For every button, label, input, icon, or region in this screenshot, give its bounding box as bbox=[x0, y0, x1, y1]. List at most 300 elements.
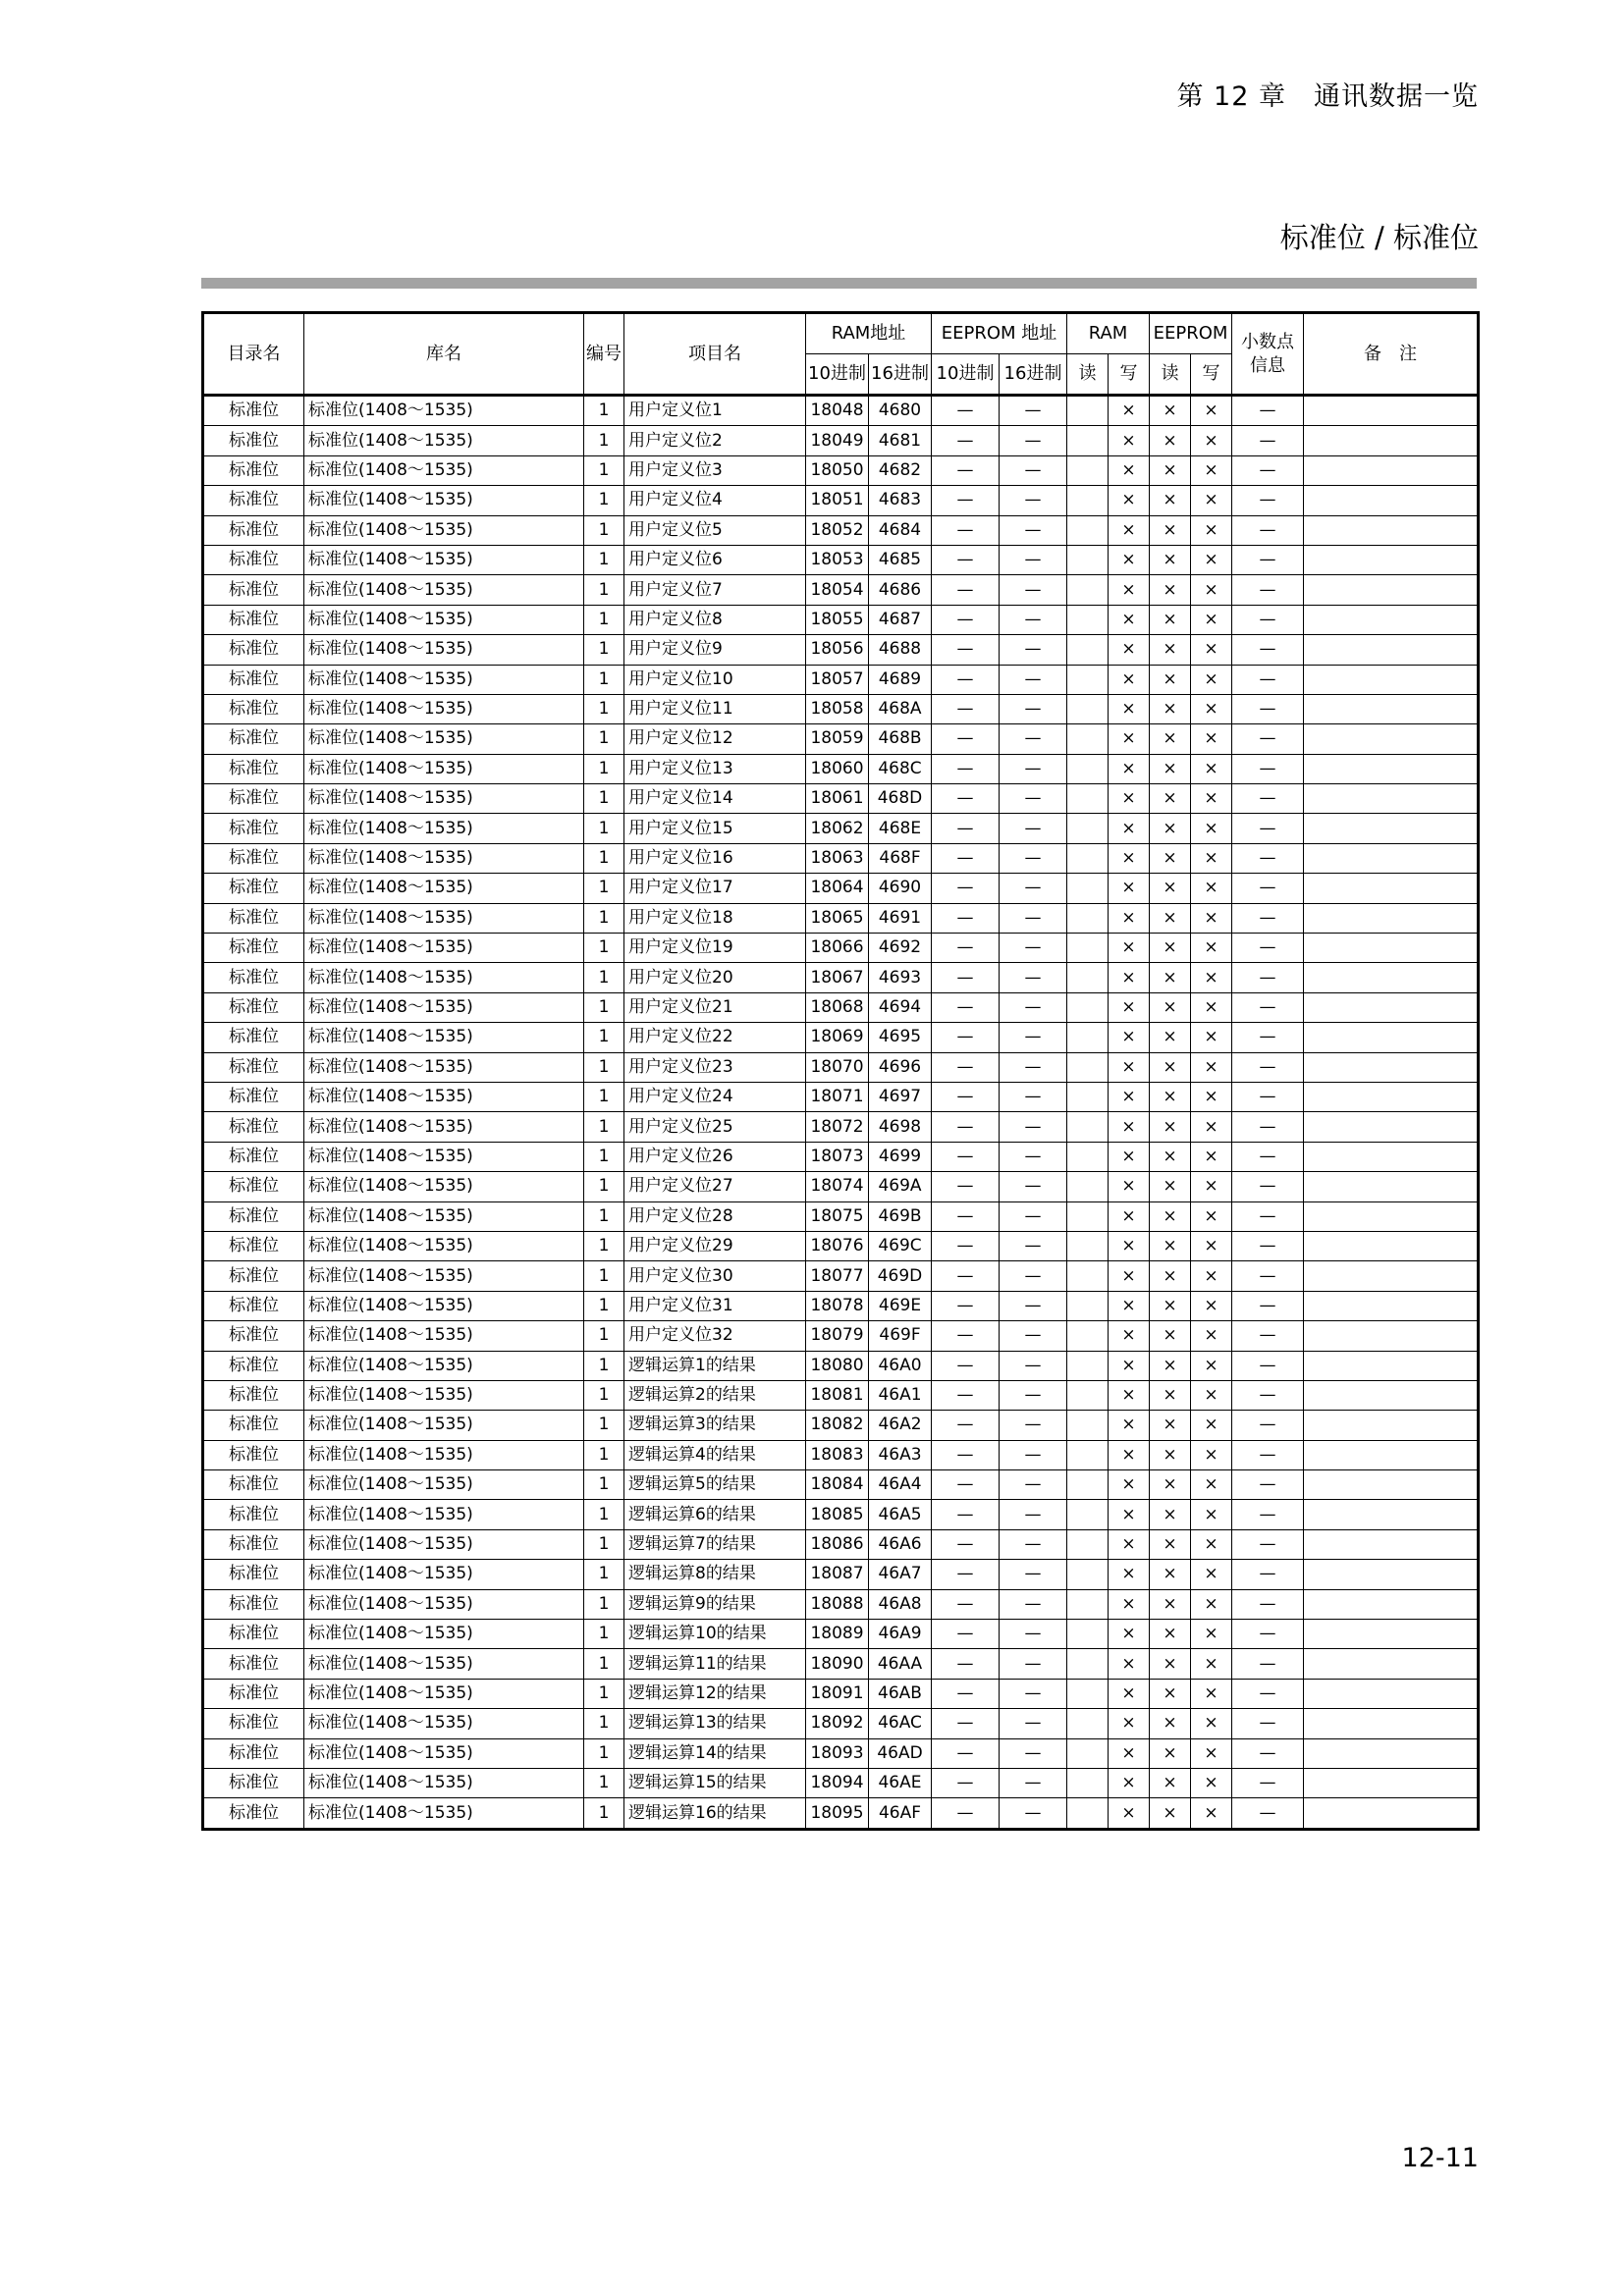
cell-eeprom-write: × bbox=[1191, 754, 1232, 783]
cell-ram-read bbox=[1067, 1589, 1109, 1619]
cell-eeprom-write: × bbox=[1191, 1709, 1232, 1738]
cell-ram-dec: 18052 bbox=[806, 515, 869, 545]
cell-library: 标准位(1408～1535) bbox=[304, 1351, 584, 1380]
cell-item: 逻辑运算11的结果 bbox=[624, 1649, 806, 1679]
cell-library: 标准位(1408～1535) bbox=[304, 605, 584, 634]
cell-ram-write: × bbox=[1109, 992, 1150, 1022]
cell-eeprom-write: × bbox=[1191, 1500, 1232, 1529]
cell-eeprom-dec: — bbox=[932, 665, 1000, 694]
cell-ram-dec: 18085 bbox=[806, 1500, 869, 1529]
cell-catalog: 标准位 bbox=[203, 1709, 304, 1738]
cell-remarks bbox=[1304, 1768, 1479, 1797]
cell-eeprom-hex: — bbox=[1000, 1709, 1067, 1738]
cell-remarks bbox=[1304, 1709, 1479, 1738]
cell-decimal-info: — bbox=[1232, 486, 1304, 515]
cell-ram-dec: 18074 bbox=[806, 1172, 869, 1201]
cell-number: 1 bbox=[584, 1620, 624, 1649]
cell-remarks bbox=[1304, 1351, 1479, 1380]
table-row bbox=[203, 903, 1479, 933]
cell-eeprom-dec: — bbox=[932, 575, 1000, 605]
cell-remarks bbox=[1304, 1231, 1479, 1260]
cell-eeprom-dec: — bbox=[932, 724, 1000, 754]
cell-catalog: 标准位 bbox=[203, 515, 304, 545]
cell-ram-read bbox=[1067, 1738, 1109, 1768]
cell-eeprom-read: × bbox=[1150, 1620, 1191, 1649]
cell-ram-write: × bbox=[1109, 1023, 1150, 1052]
cell-eeprom-read: × bbox=[1150, 1529, 1191, 1559]
cell-library: 标准位(1408～1535) bbox=[304, 814, 584, 843]
cell-ram-hex: 46AD bbox=[869, 1738, 932, 1768]
cell-item: 用户定义位16 bbox=[624, 843, 806, 873]
cell-eeprom-read: × bbox=[1150, 903, 1191, 933]
cell-decimal-info: — bbox=[1232, 1560, 1304, 1589]
cell-decimal-info: — bbox=[1232, 545, 1304, 574]
cell-eeprom-write: × bbox=[1191, 1231, 1232, 1260]
cell-decimal-info: — bbox=[1232, 1649, 1304, 1679]
cell-eeprom-dec: — bbox=[932, 1231, 1000, 1260]
cell-eeprom-read: × bbox=[1150, 1023, 1191, 1052]
table-row bbox=[203, 1052, 1479, 1082]
cell-item: 逻辑运算15的结果 bbox=[624, 1768, 806, 1797]
cell-ram-write: × bbox=[1109, 515, 1150, 545]
cell-library: 标准位(1408～1535) bbox=[304, 1201, 584, 1231]
cell-eeprom-dec: — bbox=[932, 874, 1000, 903]
cell-eeprom-dec: — bbox=[932, 1500, 1000, 1529]
cell-ram-dec: 18053 bbox=[806, 545, 869, 574]
cell-eeprom-write: × bbox=[1191, 1082, 1232, 1111]
cell-eeprom-hex: — bbox=[1000, 724, 1067, 754]
cell-eeprom-read: × bbox=[1150, 1380, 1191, 1410]
cell-number: 1 bbox=[584, 1321, 624, 1351]
cell-library: 标准位(1408～1535) bbox=[304, 754, 584, 783]
cell-number: 1 bbox=[584, 1201, 624, 1231]
cell-number: 1 bbox=[584, 694, 624, 723]
cell-ram-dec: 18076 bbox=[806, 1231, 869, 1260]
cell-item: 逻辑运算14的结果 bbox=[624, 1738, 806, 1768]
cell-item: 用户定义位10 bbox=[624, 665, 806, 694]
cell-number: 1 bbox=[584, 1500, 624, 1529]
cell-eeprom-hex: — bbox=[1000, 1231, 1067, 1260]
cell-ram-write: × bbox=[1109, 1709, 1150, 1738]
cell-decimal-info: — bbox=[1232, 1172, 1304, 1201]
cell-eeprom-hex: — bbox=[1000, 1052, 1067, 1082]
cell-eeprom-read: × bbox=[1150, 874, 1191, 903]
cell-catalog: 标准位 bbox=[203, 1172, 304, 1201]
cell-eeprom-write: × bbox=[1191, 1261, 1232, 1291]
cell-catalog: 标准位 bbox=[203, 1679, 304, 1708]
cell-number: 1 bbox=[584, 1261, 624, 1291]
cell-number: 1 bbox=[584, 486, 624, 515]
cell-ram-read bbox=[1067, 694, 1109, 723]
cell-ram-dec: 18048 bbox=[806, 396, 869, 426]
cell-ram-write: × bbox=[1109, 1620, 1150, 1649]
cell-decimal-info: — bbox=[1232, 1679, 1304, 1708]
cell-eeprom-write: × bbox=[1191, 426, 1232, 455]
cell-ram-hex: 4697 bbox=[869, 1082, 932, 1111]
cell-ram-dec: 18087 bbox=[806, 1560, 869, 1589]
cell-catalog: 标准位 bbox=[203, 1231, 304, 1260]
cell-ram-write: × bbox=[1109, 1321, 1150, 1351]
cell-number: 1 bbox=[584, 1023, 624, 1052]
cell-number: 1 bbox=[584, 1709, 624, 1738]
table-row bbox=[203, 1411, 1479, 1440]
cell-eeprom-read: × bbox=[1150, 1321, 1191, 1351]
cell-number: 1 bbox=[584, 1470, 624, 1500]
cell-eeprom-read: × bbox=[1150, 1351, 1191, 1380]
cell-number: 1 bbox=[584, 724, 624, 754]
table-row bbox=[203, 1231, 1479, 1260]
cell-item: 用户定义位6 bbox=[624, 545, 806, 574]
cell-number: 1 bbox=[584, 963, 624, 992]
header-eeprom-write: 写 bbox=[1191, 354, 1232, 396]
cell-decimal-info: — bbox=[1232, 784, 1304, 814]
cell-decimal-info: — bbox=[1232, 1082, 1304, 1111]
cell-number: 1 bbox=[584, 575, 624, 605]
cell-ram-read bbox=[1067, 903, 1109, 933]
cell-eeprom-dec: — bbox=[932, 694, 1000, 723]
cell-item: 用户定义位24 bbox=[624, 1082, 806, 1111]
cell-number: 1 bbox=[584, 934, 624, 963]
cell-decimal-info: — bbox=[1232, 426, 1304, 455]
cell-decimal-info: — bbox=[1232, 1023, 1304, 1052]
cell-ram-hex: 46A3 bbox=[869, 1440, 932, 1469]
cell-eeprom-write: × bbox=[1191, 1380, 1232, 1410]
cell-decimal-info: — bbox=[1232, 1291, 1304, 1320]
cell-remarks bbox=[1304, 1470, 1479, 1500]
cell-decimal-info: — bbox=[1232, 1500, 1304, 1529]
cell-ram-hex: 4680 bbox=[869, 396, 932, 426]
cell-remarks bbox=[1304, 1142, 1479, 1171]
cell-ram-dec: 18054 bbox=[806, 575, 869, 605]
cell-ram-dec: 18071 bbox=[806, 1082, 869, 1111]
cell-library: 标准位(1408～1535) bbox=[304, 515, 584, 545]
cell-item: 用户定义位26 bbox=[624, 1142, 806, 1171]
cell-ram-read bbox=[1067, 1052, 1109, 1082]
cell-eeprom-write: × bbox=[1191, 843, 1232, 873]
cell-catalog: 标准位 bbox=[203, 1291, 304, 1320]
table-row bbox=[203, 1172, 1479, 1201]
cell-ram-read bbox=[1067, 1620, 1109, 1649]
cell-catalog: 标准位 bbox=[203, 1738, 304, 1768]
cell-ram-dec: 18075 bbox=[806, 1201, 869, 1231]
cell-remarks bbox=[1304, 455, 1479, 485]
cell-remarks bbox=[1304, 426, 1479, 455]
cell-decimal-info: — bbox=[1232, 992, 1304, 1022]
cell-remarks bbox=[1304, 1560, 1479, 1589]
cell-ram-dec: 18091 bbox=[806, 1679, 869, 1708]
header-decimal-info: 小数点信息 bbox=[1232, 313, 1304, 396]
table-row bbox=[203, 515, 1479, 545]
table-row bbox=[203, 426, 1479, 455]
cell-eeprom-dec: — bbox=[932, 843, 1000, 873]
cell-ram-hex: 4695 bbox=[869, 1023, 932, 1052]
cell-library: 标准位(1408～1535) bbox=[304, 1261, 584, 1291]
cell-ram-read bbox=[1067, 1529, 1109, 1559]
table-row bbox=[203, 1529, 1479, 1559]
cell-ram-hex: 468F bbox=[869, 843, 932, 873]
cell-eeprom-hex: — bbox=[1000, 1738, 1067, 1768]
cell-number: 1 bbox=[584, 1589, 624, 1619]
cell-eeprom-dec: — bbox=[932, 1768, 1000, 1797]
cell-ram-dec: 18095 bbox=[806, 1798, 869, 1829]
cell-library: 标准位(1408～1535) bbox=[304, 1679, 584, 1708]
cell-eeprom-read: × bbox=[1150, 1231, 1191, 1260]
cell-eeprom-dec: — bbox=[932, 1649, 1000, 1679]
cell-ram-write: × bbox=[1109, 1380, 1150, 1410]
cell-eeprom-read: × bbox=[1150, 1679, 1191, 1708]
cell-library: 标准位(1408～1535) bbox=[304, 665, 584, 694]
cell-eeprom-hex: — bbox=[1000, 575, 1067, 605]
cell-eeprom-write: × bbox=[1191, 1440, 1232, 1469]
cell-eeprom-hex: — bbox=[1000, 1380, 1067, 1410]
table-row bbox=[203, 694, 1479, 723]
cell-ram-hex: 46AB bbox=[869, 1679, 932, 1708]
cell-ram-dec: 18094 bbox=[806, 1768, 869, 1797]
cell-eeprom-read: × bbox=[1150, 1709, 1191, 1738]
cell-eeprom-write: × bbox=[1191, 1470, 1232, 1500]
cell-number: 1 bbox=[584, 1380, 624, 1410]
cell-eeprom-hex: — bbox=[1000, 814, 1067, 843]
cell-catalog: 标准位 bbox=[203, 486, 304, 515]
cell-number: 1 bbox=[584, 1529, 624, 1559]
cell-ram-hex: 468E bbox=[869, 814, 932, 843]
table-row bbox=[203, 1291, 1479, 1320]
cell-ram-dec: 18072 bbox=[806, 1112, 869, 1142]
cell-eeprom-write: × bbox=[1191, 515, 1232, 545]
cell-ram-dec: 18057 bbox=[806, 665, 869, 694]
cell-catalog: 标准位 bbox=[203, 1470, 304, 1500]
table-row bbox=[203, 1321, 1479, 1351]
table-row bbox=[203, 1470, 1479, 1500]
cell-eeprom-dec: — bbox=[932, 1529, 1000, 1559]
cell-eeprom-hex: — bbox=[1000, 1142, 1067, 1171]
cell-eeprom-dec: — bbox=[932, 1798, 1000, 1829]
header-ram-write: 写 bbox=[1109, 354, 1150, 396]
cell-ram-read bbox=[1067, 843, 1109, 873]
cell-remarks bbox=[1304, 515, 1479, 545]
cell-eeprom-hex: — bbox=[1000, 934, 1067, 963]
cell-catalog: 标准位 bbox=[203, 992, 304, 1022]
cell-ram-dec: 18056 bbox=[806, 635, 869, 665]
cell-eeprom-dec: — bbox=[932, 992, 1000, 1022]
table-body bbox=[203, 396, 1479, 1830]
cell-ram-write: × bbox=[1109, 934, 1150, 963]
cell-ram-dec: 18063 bbox=[806, 843, 869, 873]
cell-number: 1 bbox=[584, 1112, 624, 1142]
cell-catalog: 标准位 bbox=[203, 754, 304, 783]
cell-item: 用户定义位4 bbox=[624, 486, 806, 515]
table-row bbox=[203, 1620, 1479, 1649]
communication-data-table bbox=[201, 311, 1480, 1831]
cell-ram-write: × bbox=[1109, 575, 1150, 605]
cell-decimal-info: — bbox=[1232, 724, 1304, 754]
cell-remarks bbox=[1304, 992, 1479, 1022]
cell-eeprom-write: × bbox=[1191, 665, 1232, 694]
cell-ram-dec: 18084 bbox=[806, 1470, 869, 1500]
table-row bbox=[203, 1023, 1479, 1052]
cell-eeprom-dec: — bbox=[932, 515, 1000, 545]
cell-ram-read bbox=[1067, 1470, 1109, 1500]
cell-eeprom-hex: — bbox=[1000, 486, 1067, 515]
cell-item: 用户定义位28 bbox=[624, 1201, 806, 1231]
cell-ram-read bbox=[1067, 455, 1109, 485]
cell-ram-hex: 46A4 bbox=[869, 1470, 932, 1500]
cell-eeprom-write: × bbox=[1191, 1112, 1232, 1142]
cell-catalog: 标准位 bbox=[203, 1440, 304, 1469]
table-header bbox=[203, 313, 1479, 396]
cell-decimal-info: — bbox=[1232, 814, 1304, 843]
cell-eeprom-read: × bbox=[1150, 1560, 1191, 1589]
cell-eeprom-dec: — bbox=[932, 1679, 1000, 1708]
cell-decimal-info: — bbox=[1232, 1142, 1304, 1171]
cell-item: 用户定义位27 bbox=[624, 1172, 806, 1201]
cell-ram-hex: 468C bbox=[869, 754, 932, 783]
cell-ram-write: × bbox=[1109, 1261, 1150, 1291]
cell-ram-write: × bbox=[1109, 1411, 1150, 1440]
cell-eeprom-write: × bbox=[1191, 874, 1232, 903]
cell-eeprom-read: × bbox=[1150, 694, 1191, 723]
cell-eeprom-write: × bbox=[1191, 1529, 1232, 1559]
cell-ram-dec: 18069 bbox=[806, 1023, 869, 1052]
cell-catalog: 标准位 bbox=[203, 1768, 304, 1797]
cell-eeprom-dec: — bbox=[932, 1560, 1000, 1589]
cell-decimal-info: — bbox=[1232, 1411, 1304, 1440]
cell-eeprom-read: × bbox=[1150, 575, 1191, 605]
cell-remarks bbox=[1304, 1082, 1479, 1111]
cell-ram-dec: 18049 bbox=[806, 426, 869, 455]
cell-ram-write: × bbox=[1109, 486, 1150, 515]
cell-decimal-info: — bbox=[1232, 1620, 1304, 1649]
cell-item: 用户定义位7 bbox=[624, 575, 806, 605]
table-row bbox=[203, 784, 1479, 814]
cell-catalog: 标准位 bbox=[203, 1321, 304, 1351]
cell-decimal-info: — bbox=[1232, 963, 1304, 992]
cell-ram-write: × bbox=[1109, 1738, 1150, 1768]
cell-decimal-info: — bbox=[1232, 1380, 1304, 1410]
cell-number: 1 bbox=[584, 1231, 624, 1260]
cell-catalog: 标准位 bbox=[203, 963, 304, 992]
cell-eeprom-hex: — bbox=[1000, 843, 1067, 873]
cell-eeprom-dec: — bbox=[932, 1023, 1000, 1052]
cell-eeprom-hex: — bbox=[1000, 665, 1067, 694]
cell-eeprom-read: × bbox=[1150, 1589, 1191, 1619]
cell-ram-read bbox=[1067, 1112, 1109, 1142]
table-row bbox=[203, 1738, 1479, 1768]
cell-library: 标准位(1408～1535) bbox=[304, 1142, 584, 1171]
header-ram-address: RAM地址 bbox=[806, 313, 932, 354]
cell-eeprom-hex: — bbox=[1000, 1351, 1067, 1380]
cell-remarks bbox=[1304, 1798, 1479, 1829]
cell-ram-read bbox=[1067, 1649, 1109, 1679]
table-row bbox=[203, 1768, 1479, 1797]
cell-eeprom-hex: — bbox=[1000, 1201, 1067, 1231]
section-title: 标准位 / 标准位 bbox=[1279, 221, 1479, 254]
cell-ram-read bbox=[1067, 1380, 1109, 1410]
cell-item: 用户定义位9 bbox=[624, 635, 806, 665]
cell-ram-hex: 469D bbox=[869, 1261, 932, 1291]
cell-eeprom-read: × bbox=[1150, 486, 1191, 515]
cell-eeprom-write: × bbox=[1191, 934, 1232, 963]
cell-ram-write: × bbox=[1109, 1052, 1150, 1082]
cell-ram-read bbox=[1067, 1023, 1109, 1052]
cell-item: 逻辑运算5的结果 bbox=[624, 1470, 806, 1500]
cell-eeprom-dec: — bbox=[932, 784, 1000, 814]
cell-item: 逻辑运算1的结果 bbox=[624, 1351, 806, 1380]
cell-library: 标准位(1408～1535) bbox=[304, 1798, 584, 1829]
cell-number: 1 bbox=[584, 515, 624, 545]
cell-eeprom-write: × bbox=[1191, 1768, 1232, 1797]
cell-eeprom-write: × bbox=[1191, 635, 1232, 665]
cell-ram-dec: 18088 bbox=[806, 1589, 869, 1619]
cell-number: 1 bbox=[584, 426, 624, 455]
cell-remarks bbox=[1304, 1649, 1479, 1679]
cell-remarks bbox=[1304, 1620, 1479, 1649]
cell-ram-hex: 46A6 bbox=[869, 1529, 932, 1559]
cell-eeprom-hex: — bbox=[1000, 1440, 1067, 1469]
cell-eeprom-write: × bbox=[1191, 1172, 1232, 1201]
table-row bbox=[203, 396, 1479, 426]
cell-eeprom-hex: — bbox=[1000, 992, 1067, 1022]
cell-ram-dec: 18092 bbox=[806, 1709, 869, 1738]
cell-catalog: 标准位 bbox=[203, 1201, 304, 1231]
cell-ram-dec: 18059 bbox=[806, 724, 869, 754]
cell-ram-hex: 46AF bbox=[869, 1798, 932, 1829]
table-row bbox=[203, 1798, 1479, 1829]
cell-eeprom-write: × bbox=[1191, 963, 1232, 992]
cell-eeprom-write: × bbox=[1191, 1649, 1232, 1679]
cell-eeprom-read: × bbox=[1150, 754, 1191, 783]
cell-ram-write: × bbox=[1109, 694, 1150, 723]
cell-ram-read bbox=[1067, 814, 1109, 843]
cell-eeprom-write: × bbox=[1191, 1738, 1232, 1768]
cell-item: 用户定义位14 bbox=[624, 784, 806, 814]
cell-ram-hex: 469B bbox=[869, 1201, 932, 1231]
cell-eeprom-write: × bbox=[1191, 992, 1232, 1022]
cell-number: 1 bbox=[584, 1738, 624, 1768]
cell-library: 标准位(1408～1535) bbox=[304, 545, 584, 574]
cell-eeprom-hex: — bbox=[1000, 694, 1067, 723]
cell-ram-read bbox=[1067, 1142, 1109, 1171]
cell-library: 标准位(1408～1535) bbox=[304, 1500, 584, 1529]
cell-ram-write: × bbox=[1109, 874, 1150, 903]
cell-eeprom-hex: — bbox=[1000, 1649, 1067, 1679]
cell-ram-read bbox=[1067, 1231, 1109, 1260]
cell-number: 1 bbox=[584, 396, 624, 426]
table-row bbox=[203, 874, 1479, 903]
cell-ram-write: × bbox=[1109, 1560, 1150, 1589]
cell-ram-write: × bbox=[1109, 903, 1150, 933]
cell-ram-hex: 4694 bbox=[869, 992, 932, 1022]
cell-catalog: 标准位 bbox=[203, 784, 304, 814]
cell-decimal-info: — bbox=[1232, 1738, 1304, 1768]
table-row bbox=[203, 635, 1479, 665]
cell-item: 逻辑运算4的结果 bbox=[624, 1440, 806, 1469]
cell-eeprom-dec: — bbox=[932, 754, 1000, 783]
cell-eeprom-write: × bbox=[1191, 1679, 1232, 1708]
cell-library: 标准位(1408～1535) bbox=[304, 874, 584, 903]
cell-ram-dec: 18067 bbox=[806, 963, 869, 992]
cell-remarks bbox=[1304, 843, 1479, 873]
cell-ram-write: × bbox=[1109, 1112, 1150, 1142]
header-ram: RAM bbox=[1067, 313, 1150, 354]
cell-eeprom-dec: — bbox=[932, 396, 1000, 426]
cell-eeprom-hex: — bbox=[1000, 1798, 1067, 1829]
cell-library: 标准位(1408～1535) bbox=[304, 903, 584, 933]
cell-eeprom-read: × bbox=[1150, 1201, 1191, 1231]
cell-ram-read bbox=[1067, 1679, 1109, 1708]
cell-decimal-info: — bbox=[1232, 843, 1304, 873]
cell-ram-read bbox=[1067, 1172, 1109, 1201]
